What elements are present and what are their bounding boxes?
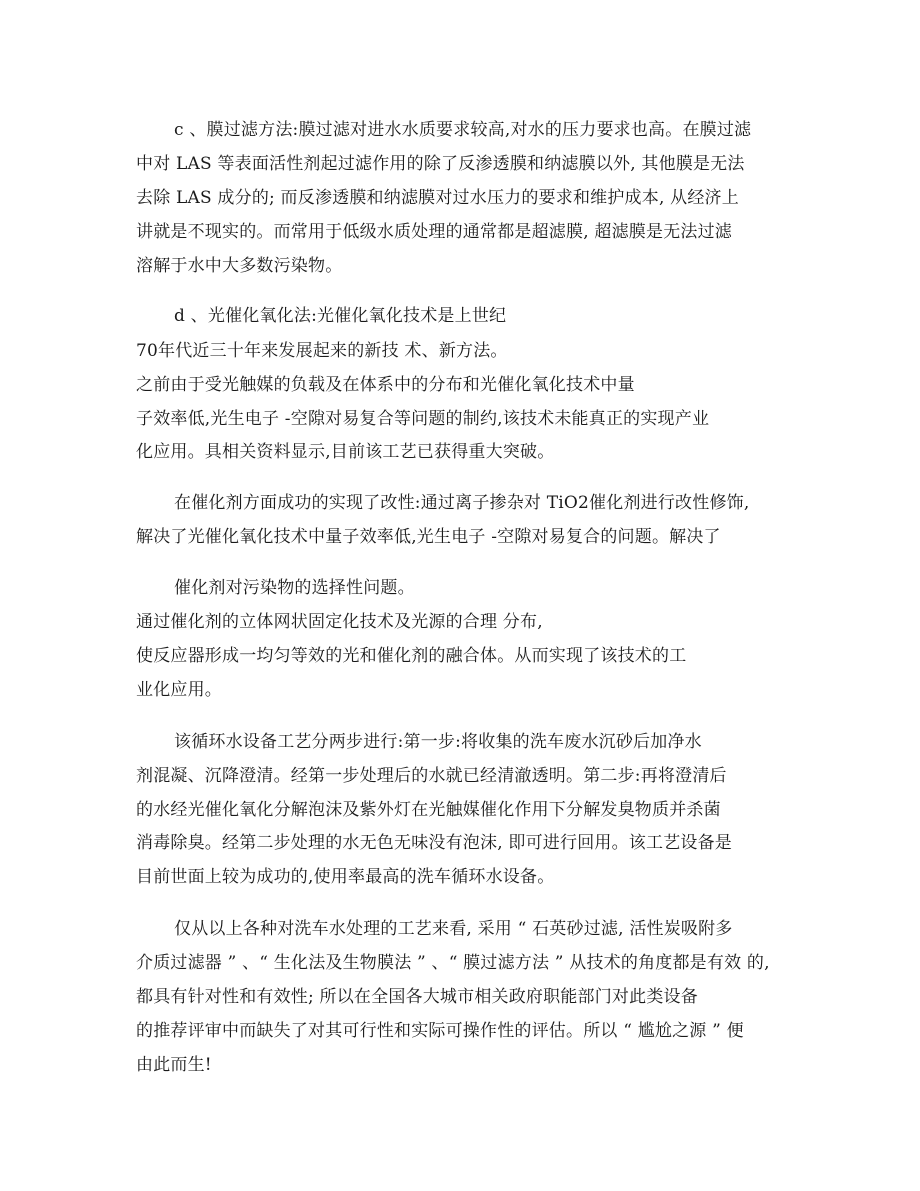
paragraph-4-line-4: 业化应用。	[136, 680, 222, 700]
paragraph-2-line-3: 之前由于受光触媒的负载及在体系中的分布和光催化氧化技术中量	[136, 375, 635, 395]
paragraph-4-line-1: 催化剂对污染物的选择性问题。	[174, 578, 415, 598]
paragraph-1-line-2: 中对 LAS 等表面活性剂起过滤作用的除了反渗透膜和纳滤膜以外, 其他膜是无法	[136, 154, 745, 174]
paragraph-1-line-1: c 、膜过滤方法:膜过滤对进水水质要求较高,对水的压力要求也高。在膜过滤	[174, 120, 752, 140]
paragraph-1-line-3: 去除 LAS 成分的; 而反渗透膜和纳滤膜对过水压力的要求和维护成本, 从经济上	[136, 188, 739, 208]
paragraph-4-line-3: 使反应器形成一均匀等效的光和催化剂的融合体。从而实现了该技术的工	[136, 646, 687, 666]
paragraph-2-line-1: d 、光催化氧化法:光催化氧化技术是上世纪	[174, 306, 507, 326]
paragraph-2-line-4: 子效率低,光生电子 -空隙对易复合等问题的制约,该技术未能真正的实现产业	[136, 409, 710, 429]
paragraph-6-line-2: 介质过滤器 ” 、“ 生化法及生物膜法 ” 、“ 膜过滤方法 ” 从技术的角度都是有效 的,	[136, 953, 770, 973]
paragraph-2-line-5: 化应用。具相关资料显示,目前该工艺已获得重大突破。	[136, 442, 555, 462]
paragraph-3-line-1: 在催化剂方面成功的实现了改性:通过离子掺杂对 TiO2催化剂进行改性修饰,	[174, 493, 750, 513]
paragraph-5-line-2: 剂混凝、沉降澄清。经第一步处理后的水就已经清澈透明。第二步:再将澄清后	[136, 766, 727, 786]
paragraph-5-line-4: 消毒除臭。经第二步处理的水无色无味没有泡沫, 即可进行回用。该工艺设备是	[136, 833, 733, 853]
paragraph-6-line-4: 的推荐评审中而缺失了对其可行性和实际可操作性的评估。所以 “ 尴尬之源 ” 便	[136, 1021, 744, 1041]
paragraph-4-line-2: 通过催化剂的立体网状固定化技术及光源的合理 分布,	[136, 612, 543, 632]
paragraph-6-line-5: 由此而生!	[136, 1055, 212, 1075]
paragraph-1-line-4: 讲就是不现实的。而常用于低级水质处理的通常都是超滤膜, 超滤膜是无法过滤	[136, 222, 733, 242]
paragraph-3-line-2: 解决了光催化氧化技术中量子效率低,光生电子 -空隙对易复合的问题。解决了	[136, 527, 721, 547]
paragraph-5-line-5: 目前世面上较为成功的,使用率最高的洗车循环水设备。	[136, 867, 555, 887]
paragraph-2-line-2: 70年代近三十年来发展起来的新技 术、新方法。	[136, 341, 508, 361]
paragraph-5-line-1: 该循环水设备工艺分两步进行:第一步:将收集的洗车废水沉砂后加净水	[174, 732, 702, 752]
paragraph-6-line-3: 都具有针对性和有效性; 所以在全国各大城市相关政府职能部门对此类设备	[136, 987, 698, 1007]
paragraph-1-line-5: 溶解于水中大多数污染物。	[136, 256, 343, 276]
paragraph-5-line-3: 的水经光催化氧化分解泡沫及紫外灯在光触媒催化作用下分解发臭物质并杀菌	[136, 800, 721, 820]
paragraph-6-line-1: 仅从以上各种对洗车水处理的工艺来看, 采用 “ 石英砂过滤, 活性炭吸附多	[174, 919, 733, 939]
